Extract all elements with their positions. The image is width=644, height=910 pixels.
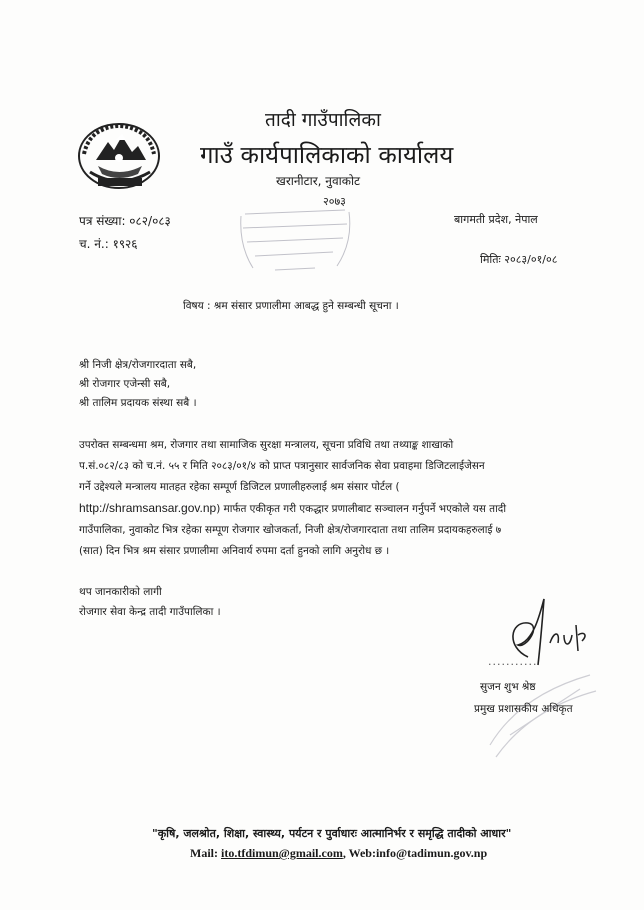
mail-label: Mail: <box>190 846 221 860</box>
officer-title: प्रमुख प्रशासकीय अधिकृत <box>474 703 573 715</box>
footer-contact <box>190 846 487 861</box>
recipient-item: श्री तालिम प्रदायक संस्था सबै । <box>79 397 197 409</box>
recipient-item: श्री रोजगार एजेन्सी सबै, <box>79 378 171 390</box>
letter-body <box>79 435 573 562</box>
info-office: रोजगार सेवा केन्द्र तादी गाउँपालिका । <box>79 606 221 618</box>
body-line: प.सं.०८२/८३ को च.नं. ५५ र मिति २०८३/०१/४ को प्राप्त पत्रानुसार सार्वजनिक सेवा प्रवाहमा डिजिटलाईजेसन <box>79 460 485 472</box>
recipients-list <box>79 356 197 413</box>
office-address: खरानीटार, नुवाकोट <box>276 174 361 188</box>
signature-line: ........... <box>488 655 538 668</box>
officer-name: सुजन शुभ श्रेष्ठ <box>480 681 536 693</box>
office-name: तादी गाउँपालिका <box>265 109 381 131</box>
body-line-rest: ) मार्फत एकीकृत गरी एकद्धार प्रणालीबाट सञ्चालन गर्नुपर्ने भएकोले यस तादी <box>216 503 507 515</box>
body-line: गाउँपालिका, नुवाकोट भित्र रहेका सम्पूण रोजगार खोजकर्ता, निजी क्षेत्र/रोजगारदाता तथा तालिम प्रदायकहरुलाई ७ <box>79 524 502 536</box>
body-line: गर्ने उद्देश्यले मन्त्रालय मातहत रहेका सम्पूर्ण डिजिटल प्रणालीहरुलाई श्रम संसार पोर्टल ( <box>79 481 400 493</box>
office-title: गाउँ कार्यपालिकाको कार्यालय <box>200 141 454 169</box>
province-label: बागमती प्रदेश, नेपाल <box>454 213 538 226</box>
office-stamp-icon <box>235 206 355 278</box>
office-established-year: २०७३ <box>323 195 346 208</box>
email-link[interactable]: ito.tfdimun@gmail.com <box>221 846 343 860</box>
dispatch-number: च. नं.: १९२६ <box>79 237 138 251</box>
body-line: (सात) दिन भित्र श्रम संसार प्रणालीमा अनिवार्य रुपमा दर्ता हुनको लागि अनुरोध छ । <box>79 545 390 557</box>
portal-url-link[interactable]: http://shramsansar.gov.np <box>79 501 217 515</box>
footer-slogan: "कृषि, जलश्रोत, शिक्षा, स्वास्थ्य, पर्यटन र पुर्वाधारः आत्मानिर्भर र समृद्धि तादीको आधार" <box>152 827 512 840</box>
recipient-item: श्री निजी क्षेत्र/रोजगारदाता सबै, <box>79 359 197 371</box>
body-line <box>79 498 573 520</box>
nepal-emblem-icon <box>76 120 162 192</box>
letter-date: मितिः २०८३/०१/०८ <box>480 253 558 266</box>
body-line: उपरोक्त सम्बन्धमा श्रम, रोजगार तथा सामाजिक सुरक्षा मन्त्रालय, सूचना प्रविधि तथा तथ्याङ्क शाखाको <box>79 439 454 451</box>
info-label: थप जानकारीको लागी <box>79 586 162 598</box>
letter-subject: विषय : श्रम संसार प्रणालीमा आबद्ध हुने सम्बन्धी सूचना । <box>183 300 399 312</box>
reference-number: पत्र संख्या: ०८२/०८३ <box>79 214 171 228</box>
web-link[interactable]: info@tadimun.gov.np <box>375 846 488 860</box>
web-label: , Web: <box>342 846 376 860</box>
